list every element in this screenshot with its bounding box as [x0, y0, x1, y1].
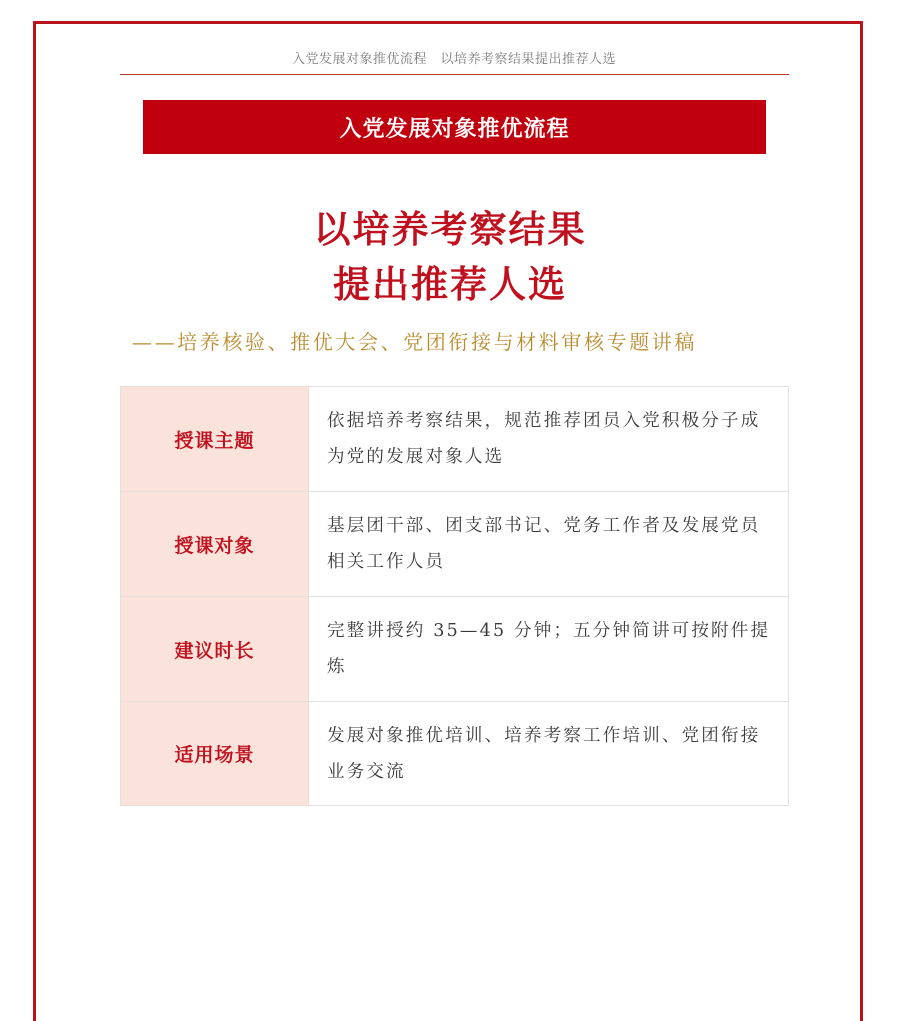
main-title-line-1: 以培养考察结果	[313, 208, 587, 251]
row-content: 发展对象推优培训、培养考察工作培训、党团衔接业务交流	[327, 725, 761, 782]
table-row	[121, 492, 788, 597]
subtitle: ——培养核验、推优大会、党团衔接与材料审核专题讲稿	[132, 330, 697, 354]
info-table	[120, 386, 789, 806]
row-content: 基层团干部、团支部书记、党务工作者及发展党员相关工作人员	[327, 516, 761, 572]
header-divider	[120, 74, 789, 75]
table-row	[121, 702, 788, 805]
banner-text: 入党发展对象推优流程	[339, 116, 570, 142]
table-row	[121, 387, 788, 492]
title-banner	[143, 100, 766, 154]
row-content: 完整讲授约 35—45 分钟；五分钟简讲可按附件提炼	[327, 621, 771, 677]
row-label: 建议时长	[121, 597, 309, 701]
row-label: 适用场景	[121, 702, 309, 805]
table-row	[121, 597, 788, 702]
main-title-line-2: 提出推荐人选	[333, 263, 567, 306]
row-content: 依据培养考察结果，规范推荐团员入党积极分子成为党的发展对象人选	[327, 411, 761, 467]
row-label: 授课对象	[121, 492, 309, 596]
row-label: 授课主题	[121, 387, 309, 491]
running-header: 入党发展对象推优流程 以培养考察结果提出推荐人选	[291, 52, 616, 67]
